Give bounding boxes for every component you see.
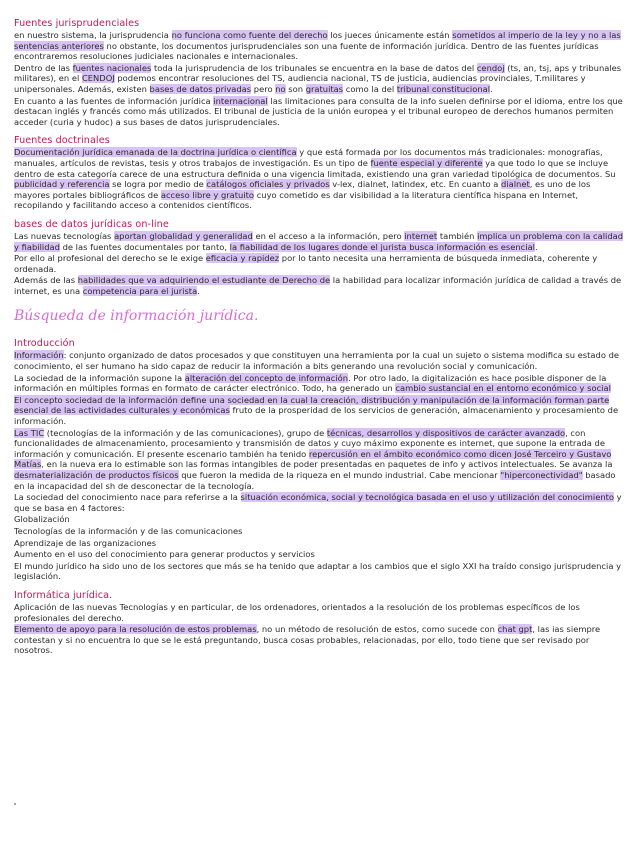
highlighted-text: publicidad y referencia <box>14 179 110 190</box>
highlighted-text: catálogos oficiales y privados <box>206 179 330 190</box>
text-span: de las fuentes documentales por tanto, <box>59 241 230 252</box>
text-span: , las ias siempre contestan y si no encuentra lo que se le está preguntando, busca cosas probables, relacionadas, por ello, todo tiene que ser revisado por nosotros. <box>14 624 601 656</box>
text-span: Aprendizaje de las organizaciones <box>14 537 157 548</box>
paragraph <box>14 602 624 623</box>
section <box>14 219 624 297</box>
sources-part <box>14 18 624 296</box>
highlighted-text: chat gpt <box>497 624 533 635</box>
text-span: podemos encontrar resoluciones del TS, audiencia nacional, TS de justicia, audiencias provinciales, T.militares y unipersonales. Además, existen <box>14 73 586 94</box>
text-span: Dentro de las <box>14 62 73 73</box>
paragraph <box>14 350 624 371</box>
highlighted-text: cendoj <box>476 62 505 73</box>
text-span: cuyo cometido es dar visibilidad a la literatura científica hispana en Internet, recopilando y facilitando acceso a contenidos científicos. <box>14 189 579 211</box>
text-span: pero <box>251 83 276 94</box>
highlighted-text: tribunal constitucional <box>396 83 491 94</box>
text-span: Tecnologías de la información y de las comunicaciones <box>14 525 243 536</box>
text-span: : conjunto organizado de datos procesados y que constituyen una herramienta por la cual un sujeto o sistema modifica su estado de conocimiento, el ser humano ha sido capaz de reducir la información a bits generando una revolución social y comunicación. <box>14 350 620 372</box>
text-span: también <box>437 230 478 241</box>
section <box>14 135 624 211</box>
text-span: por lo tanto necesita una herramienta de búsqueda inmediata, coherente y ordenada. <box>14 253 598 274</box>
text-span: la habilidad para localizar información jurídica de calidad a través de internet, es una <box>14 275 622 296</box>
highlighted-text: alteración del concepto de información <box>184 372 349 383</box>
highlighted-text: no funciona como fuente del derecho <box>171 30 328 40</box>
highlighted-text: dialnet <box>501 179 530 190</box>
section-heading: Introducción <box>14 338 75 350</box>
highlighted-text: habilidades que va adquiriendo el estudiante de Derecho de <box>77 275 331 286</box>
text-span: Por ello al profesional del derecho se le exige <box>14 253 206 264</box>
text-span: ya que todo lo que se incluye dentro de esta categoría carece de una estructura definida o una vigencia limitada, existiendo una gran variedad tipológica de documentos. Su <box>14 157 616 179</box>
text-span: Aumento en el uso del conocimiento para generar productos y servicios <box>14 549 315 560</box>
text-span: toda la jurisprudencia de los tribunales se encuentra en la base de datos del <box>151 62 477 73</box>
text-span: v-lex, dialnet, latindex, etc. En cuanto a <box>329 179 501 190</box>
paragraph <box>14 63 624 95</box>
text-span: son <box>285 83 306 94</box>
paragraph <box>14 514 624 525</box>
highlighted-text: CENDOJ <box>81 73 115 84</box>
section <box>14 338 624 581</box>
text-span: Las nuevas tecnologías <box>14 230 115 241</box>
paragraph <box>14 492 624 513</box>
highlighted-text: sometidos al imperio de la ley y no a las sentencias anteriores <box>14 30 621 51</box>
highlighted-text: Información <box>14 350 64 361</box>
text-span: , con funcionalidades de almacenamiento, procesamiento y transmisión de datos y cuyo máximo exponente es internet, que supone la entrada de información y comunicación. El presente escenario también ha tenido <box>14 427 605 459</box>
text-span: las limitaciones para consulta de la info suelen definirse por el idioma, entre los que destacan inglés y francés como más utilizados. El tribunal de justicia de la unión europea y el tribunal europeo de derechos humanos permiten acceder (curia y hudoc) a sus bases de datos jurisprudenciales. <box>14 95 623 127</box>
text-span: La sociedad de la información supone la <box>14 372 185 383</box>
paragraph <box>14 275 624 296</box>
text-span: . Por otro lado, la digitalización es hace posible disponer de la información en múltiples formas en formato de carácter electrónico. Todo, ha generado un <box>14 372 607 394</box>
highlighted-text: situación económica, social y tecnológica basada en el uso y utilización del conocimiento <box>240 492 614 503</box>
text-span: , en la nueva era lo estimable son las formas intangibles de poder presentadas en paquetes de info y activos intelectuales. Se avanza la <box>41 459 613 470</box>
highlighted-text: Las TIC <box>14 427 45 438</box>
highlighted-text: aportan globalidad y generalidad <box>114 230 253 241</box>
section <box>14 590 624 656</box>
highlighted-text: acceso libre y gratuito <box>160 189 255 200</box>
text-span: La sociedad del conocimiento nace para referirse a la <box>14 492 241 503</box>
text-span: . <box>197 285 200 296</box>
page-title: Búsqueda de información jurídica. <box>14 308 259 325</box>
search-part <box>14 338 624 655</box>
highlighted-text: gratuitas <box>305 83 344 94</box>
text-span: en el acceso a la información, pero <box>252 230 405 241</box>
text-span: se logra por medio de <box>109 179 207 190</box>
paragraph <box>14 96 624 128</box>
text-span: En cuanto a las fuentes de información jurídica <box>14 95 214 106</box>
text-span: El mundo jurídico ha sido uno de los sectores que más se ha tenido que adaptar a los cambios que el siglo XXI ha traído consigo jurisprudencia y legislación. <box>14 560 622 582</box>
highlighted-text: "hiperconectividad" <box>500 470 583 480</box>
paragraph <box>14 147 624 211</box>
paragraph <box>14 395 624 427</box>
section-heading: Fuentes jurisprudenciales <box>14 18 140 29</box>
paragraph <box>14 624 624 656</box>
section-heading: Informática jurídica. <box>14 589 113 601</box>
paragraph <box>14 549 624 560</box>
highlighted-text: competencia para el jurista <box>82 285 198 296</box>
text-span: . <box>535 241 538 252</box>
text-span: basado en la incapacidad del sh de desconectar de la tecnología. <box>14 470 616 491</box>
text-span: , no un método de resolución de estos, como sucede con <box>256 624 498 635</box>
section-heading: bases de datos jurídicas on-line <box>14 218 169 230</box>
text-span: (tecnologías de la información y de las comunicaciones), grupo de <box>44 427 327 438</box>
paragraph <box>14 253 624 274</box>
highlighted-text: Elemento de apoyo para la resolución de estos problemas <box>14 624 257 635</box>
text-span: como la del <box>343 83 397 94</box>
section <box>14 18 624 127</box>
text-span: . <box>490 83 493 94</box>
text-span: y que se basa en 4 factores: <box>14 492 622 513</box>
page-dot <box>14 803 16 805</box>
highlighted-text: Documentación jurídica emanada de la doctrina jurídica o científica <box>14 147 297 158</box>
highlighted-text: internet <box>404 230 438 241</box>
highlighted-text: implica un problema con la calidad y fiabilidad <box>14 230 624 252</box>
highlighted-text: desmaterialización de productos físicos <box>14 470 179 480</box>
paragraph <box>14 526 624 537</box>
paragraph <box>14 231 624 252</box>
highlighted-text: internacional <box>213 95 268 106</box>
paragraph <box>14 538 624 549</box>
text-span: fruto de la prosperidad de los servicios de generación, almacenamiento y procesamiento de información. <box>14 405 619 427</box>
paragraph <box>14 428 624 492</box>
highlighted-text: cambio sustancial en el entorno económico y social <box>395 383 611 394</box>
highlighted-text: repercusión en el ámbito económico como dicen José Terceiro y Gustavo Matías <box>14 448 612 470</box>
highlighted-text: la fiabilidad de los lugares donde el jurista busca información es esencial <box>229 241 535 252</box>
text-span: Además de las <box>14 275 78 286</box>
text-span: , es uno de los mayores portales bibliográficos de <box>14 179 591 200</box>
text-span: no obstante, los documentos jurisprudenciales son una fuente de información jurídica. Dentro de las fuentes jurídicas encontraremos resoluciones judiciales nacionales e internacionales. <box>14 40 599 62</box>
text-span: en nuestro sistema, la jurisprudencia <box>14 30 172 40</box>
text-span: y que está formada por los documentos más tradicionales: monografías, manuales, artículos de revistas, tesis y otros trabajos de investigación. Es un tipo de <box>14 147 603 168</box>
highlighted-text: El concepto sociedad de la información define una sociedad en la cual la creación, distribución y manipulación de la información forman parte esencial de las actividades culturales y económicas <box>14 394 610 416</box>
text-span: los jueces únicamente están <box>327 30 453 40</box>
section-heading: Fuentes doctrinales <box>14 135 110 147</box>
highlighted-text: fuente especial y diferente <box>370 157 483 168</box>
text-span: Aplicación de las nuevas Tecnologías y en particular, de los ordenadores, orientados a la resolución de los problemas específicos de los profesionales del derecho. <box>14 601 580 623</box>
paragraph <box>14 30 624 62</box>
highlighted-text: fuentes nacionales <box>72 62 152 73</box>
paragraph <box>14 561 624 582</box>
paragraph <box>14 373 624 394</box>
highlighted-text: técnicas, desarrollos y dispositivos de carácter avanzado <box>326 427 566 438</box>
text-span: (ts, an, tsj, aps y tribunales militares), en el <box>14 62 622 84</box>
text-span: Globalización <box>14 514 70 525</box>
highlighted-text: bases de datos privadas <box>149 83 252 94</box>
text-span: que fueron la medida de la riqueza en el mundo industrial. Cabe mencionar <box>178 470 501 480</box>
highlighted-text: no <box>275 83 286 94</box>
highlighted-text: eficacia y rapidez <box>205 253 280 264</box>
